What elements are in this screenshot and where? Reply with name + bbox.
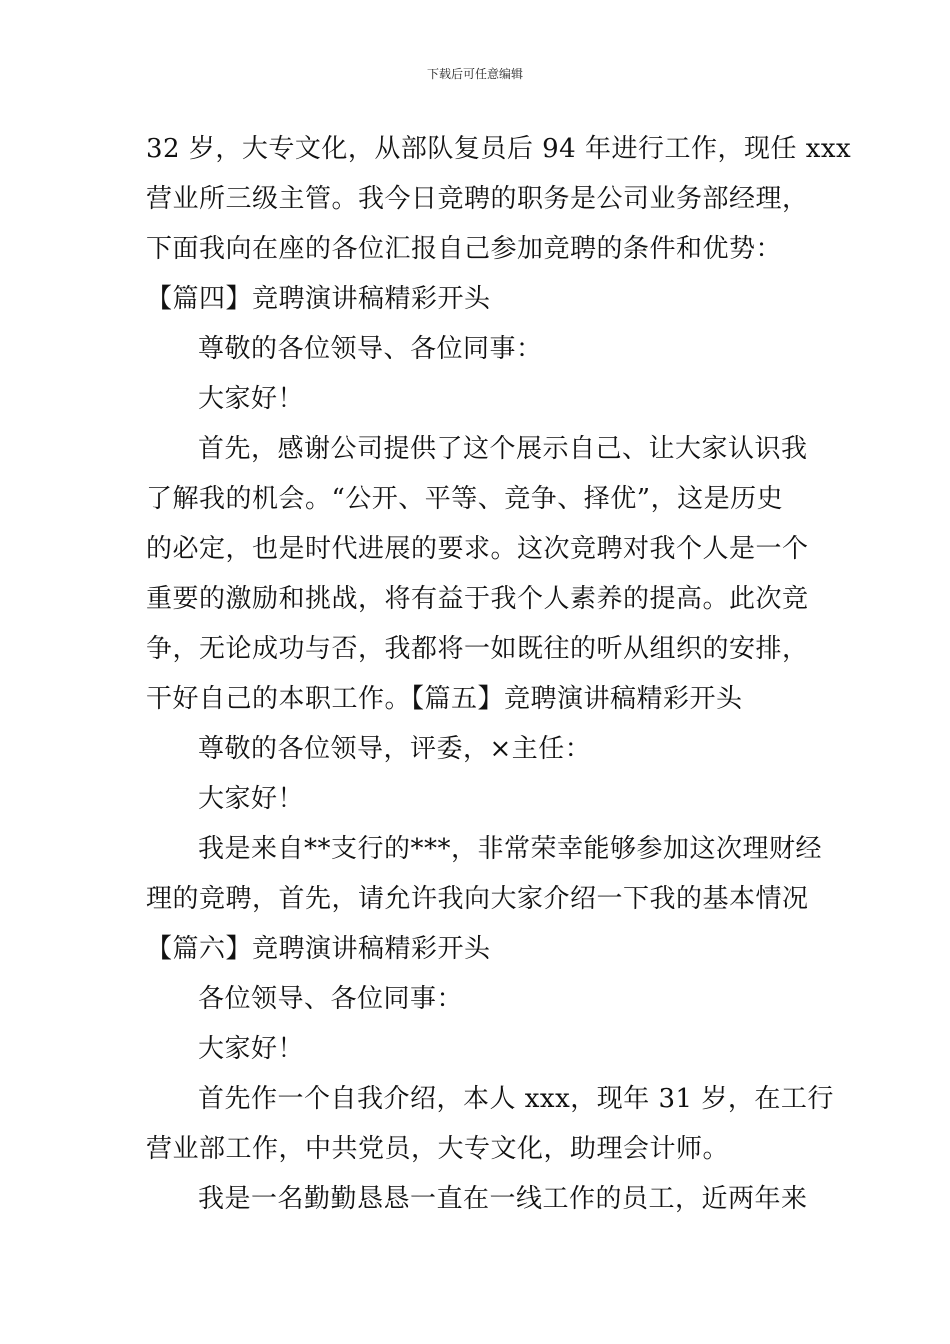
text-line: 营业所三级主管。我今日竞聘的职务是公司业务部经理，: [146, 184, 809, 214]
text-line: 干好自己的本职工作。【篇五】竞聘演讲稿精彩开头: [146, 684, 743, 714]
text-line: 理的竞聘，首先，请允许我向大家介绍一下我的基本情况: [146, 884, 809, 914]
paragraph-start: 首先，感谢公司提供了这个展示自己、让大家认识我: [198, 434, 808, 464]
text-line: 32 岁，大专文化，从部队复员后 94 年进行工作，现任 xxx: [146, 134, 852, 164]
text-line: 下面我向在座的各位汇报自己参加竞聘的条件和优势：: [146, 234, 783, 264]
text-line: 营业部工作，中共党员，大专文化，助理会计师。: [146, 1134, 730, 1164]
greeting: 大家好！: [198, 784, 305, 814]
text-line: 了解我的机会。“公开、平等、竞争、择优”，这是历史: [146, 484, 784, 514]
salutation: 尊敬的各位领导，评委，×主任：: [198, 734, 592, 764]
greeting: 大家好！: [198, 1034, 305, 1064]
section-heading: 【篇四】竞聘演讲稿精彩开头: [146, 284, 491, 314]
document-body: [146, 124, 852, 1224]
section-heading: 【篇六】竞聘演讲稿精彩开头: [146, 934, 491, 964]
paragraph-start: 我是一名勤勤恳恳一直在一线工作的员工，近两年来: [198, 1184, 808, 1214]
paragraph-start: 首先作一个自我介绍，本人 xxx，现年 31 岁，在工行: [198, 1084, 834, 1114]
text-line: 争，无论成功与否，我都将一如既往的听从组织的安排，: [146, 634, 809, 664]
salutation: 各位领导、各位同事：: [198, 984, 464, 1014]
paragraph-start: 我是来自**支行的***，非常荣幸能够参加这次理财经: [198, 834, 823, 864]
salutation: 尊敬的各位领导、各位同事：: [198, 334, 543, 364]
page-header: 下载后可任意编辑: [426, 67, 523, 81]
text-line: 重要的激励和挑战，将有益于我个人素养的提高。此次竞: [146, 584, 809, 614]
text-line: 的必定，也是时代进展的要求。这次竞聘对我个人是一个: [146, 534, 809, 564]
greeting: 大家好！: [198, 384, 305, 414]
